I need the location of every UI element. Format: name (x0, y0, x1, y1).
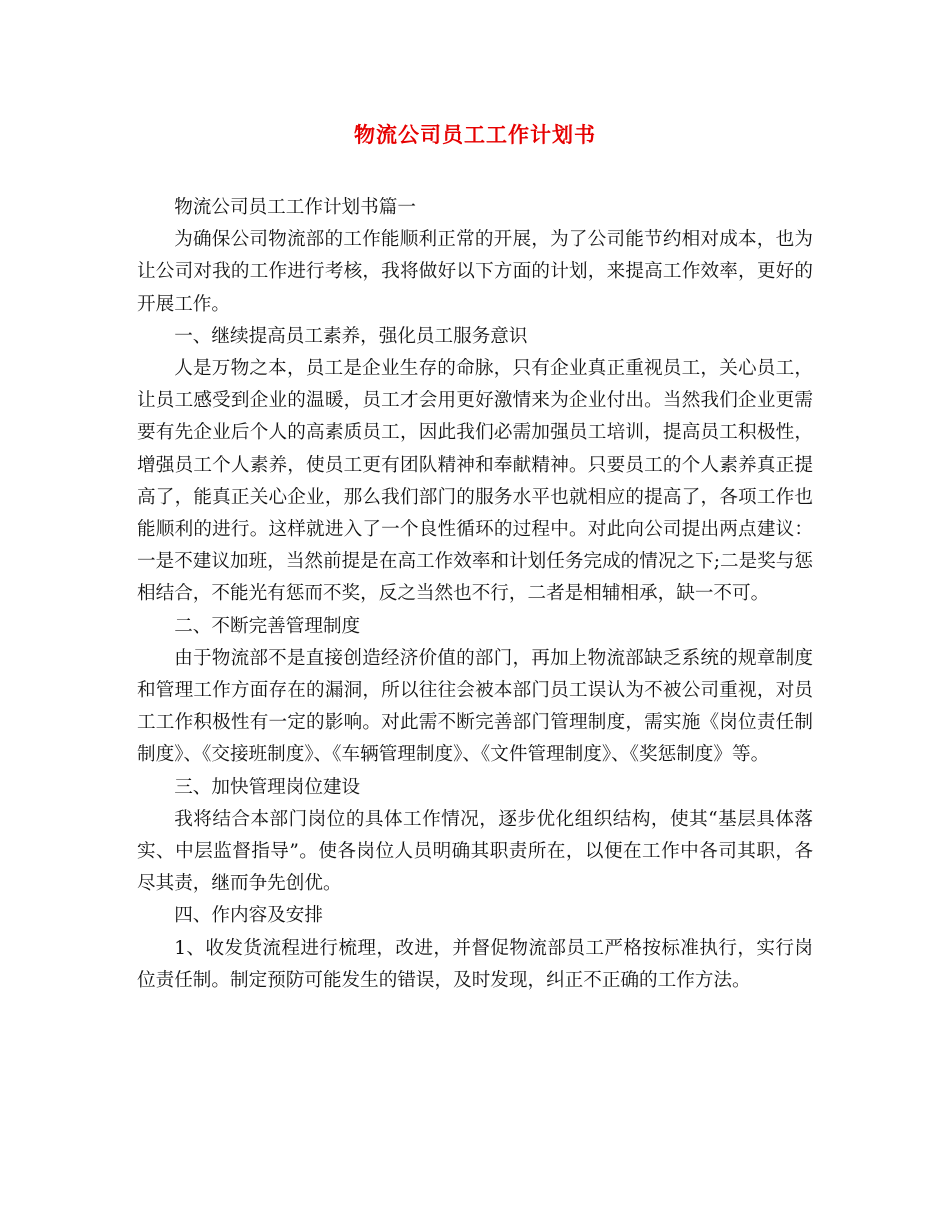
section-paragraph-2: 由于物流部不是直接创造经济价值的部门，再加上物流部缺乏系统的规章制度和管理工作方面存在的漏洞，所以往往会被本部门员工误认为不被公司重视，对员工工作积极性有一定的影响。对此需不断完善部门管理制度，需实施《岗位责任制制度》、《交接班制度》、《车辆管理制度》、《文件管理制度》、《奖惩制度》等。 (137, 647, 813, 766)
intro-paragraph: 为确保公司物流部的工作能顺利正常的开展，为了公司能节约相对成本，也为让公司对我的工作进行考核，我将做好以下方面的计划，来提高工作效率，更好的开展工作。 (137, 229, 813, 315)
document-body (137, 192, 813, 997)
section-heading-1: 一、继续提高员工素养，强化员工服务意识 (174, 325, 528, 347)
section-paragraph-1: 人是万物之本，员工是企业生存的命脉，只有企业真正重视员工，关心员工，让员工感受到企业的温暖，员工才会用更好激情来为企业付出。当然我们企业更需要有先企业后个人的高素质员工，因此我们必需加强员工培训，提高员工积极性，增强员工个人素养，使员工更有团队精神和奉献精神。只要员工的个人素养真正提高了，能真正关心企业，那么我们部门的服务水平也就相应的提高了，各项工作也能顺利的进行。这样就进入了一个良性循环的过程中。对此向公司提出两点建议：一是不建议加班，当然前提是在高工作效率和计划任务完成的情况之下;二是奖与惩相结合，不能光有惩而不奖，反之当然也不行，二者是相辅相承，缺一不可。 (137, 358, 813, 605)
subtitle-paragraph: 物流公司员工工作计划书篇一 (174, 197, 416, 218)
document-title: 物流公司员工工作计划书 (354, 122, 596, 147)
section-heading-4: 四、作内容及安排 (174, 905, 323, 927)
section-paragraph-3: 我将结合本部门岗位的具体工作情况，逐步优化组织结构，使其“基层具体落实、中层监督指导”。使各岗位人员明确其职责所在，以便在工作中各司其职，各尽其责，继而争先创优。 (137, 808, 813, 895)
section-paragraph-4: 1、收发货流程进行梳理，改进，并督促物流部员工严格按标准执行，实行岗位责任制。制定预防可能发生的错误，及时发现，纠正不正确的工作方法。 (137, 937, 813, 991)
section-heading-3: 三、加快管理岗位建设 (174, 776, 361, 798)
section-heading-2: 二、不断完善管理制度 (174, 615, 361, 637)
